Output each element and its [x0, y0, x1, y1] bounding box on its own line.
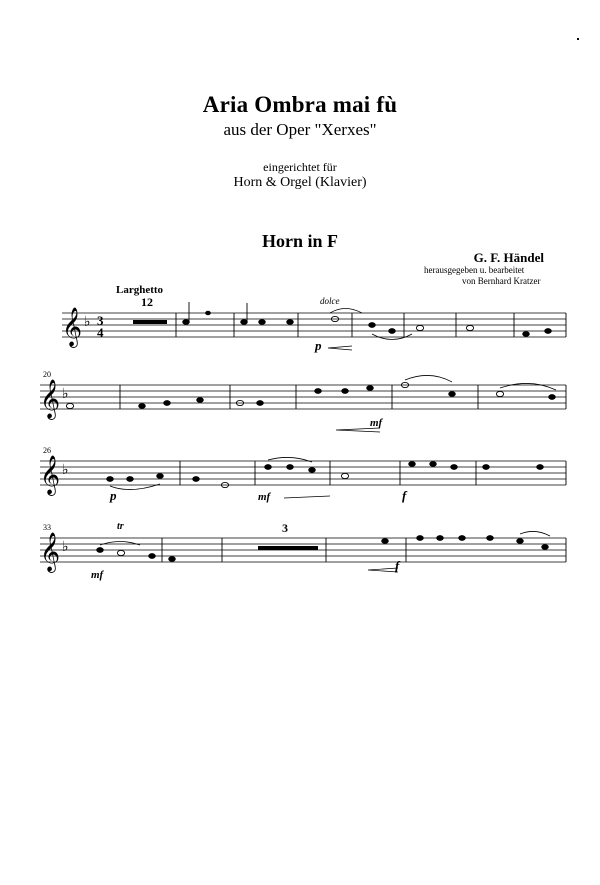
editor-line-2: von Bernhard Kratzer [462, 276, 541, 286]
dynamic-mf-1: mf [370, 417, 383, 429]
multirest-count-1: 12 [141, 295, 153, 309]
trill-mark: tr [117, 521, 124, 532]
notes-system-2 [66, 382, 555, 408]
time-signature-top: 3 [97, 313, 104, 328]
measure-number-33: 33 [43, 523, 51, 532]
arrangement-line-2: Horn & Orgel (Klavier) [233, 175, 367, 190]
dynamic-mf-3: mf [91, 569, 104, 581]
tempo-marking: Larghetto [116, 284, 164, 296]
dynamic-f-1: f [402, 488, 407, 503]
staff-system-2 [40, 385, 566, 409]
dynamic-p-1: p [315, 338, 322, 353]
dynamic-p-2: p [110, 488, 117, 503]
notes-system-4 [97, 536, 549, 562]
svg-text:𝄞: 𝄞 [40, 532, 61, 572]
composer-name: G. F. Händel [473, 250, 544, 265]
measure-number-20: 20 [43, 370, 51, 379]
svg-text:𝄞: 𝄞 [40, 379, 61, 419]
treble-clef-4 [40, 532, 60, 573]
piece-subtitle: aus der Oper "Xerxes" [223, 120, 377, 139]
treble-clef-2 [40, 379, 60, 420]
time-signature-bottom: 4 [97, 325, 104, 340]
instrument-name: Horn in F [261, 231, 338, 251]
arrangement-line-1: eingerichtet für [263, 160, 337, 174]
measure-number-26: 26 [43, 446, 51, 455]
multirest-bar-1 [133, 320, 167, 324]
staff-system-1 [62, 313, 566, 337]
dynamic-f-2: f [395, 558, 400, 573]
treble-clef-1 [62, 307, 82, 348]
key-signature-2: ♭ [62, 386, 69, 402]
key-signature-1: ♭ [84, 314, 91, 330]
svg-text:𝄞: 𝄞 [40, 455, 61, 495]
multirest-bar-2 [258, 546, 318, 550]
editor-line-1: herausgegeben u. bearbeitet [424, 265, 525, 275]
piece-title: Aria Ombra mai fù [202, 92, 398, 117]
multirest-count-2: 3 [282, 521, 288, 535]
expression-dolce: dolce [320, 296, 340, 306]
notes-system-3 [107, 462, 544, 488]
key-signature-3: ♭ [62, 462, 69, 478]
key-signature-4: ♭ [62, 539, 69, 555]
slurs [100, 309, 556, 546]
barlines [120, 313, 566, 562]
dynamic-mf-2: mf [258, 491, 271, 503]
svg-text:𝄞: 𝄞 [62, 307, 83, 347]
treble-clef-3 [40, 455, 60, 496]
